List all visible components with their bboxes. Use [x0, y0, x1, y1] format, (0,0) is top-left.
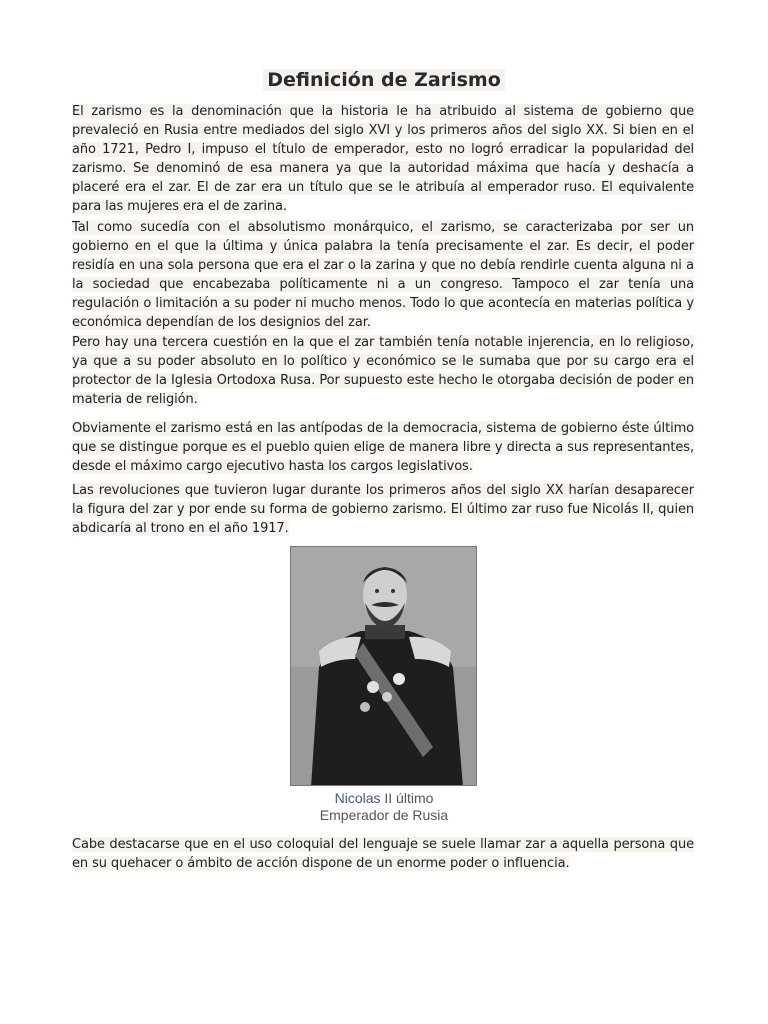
paragraph-text: El zarismo es la denominación que la historia le ha atribuido al sistema de gobierno que prevaleció en Rusia entre mediados del siglo XVI y los primeros años del siglo XX. Si bien en el año 1721, Pedro I, impuso el título de emperador, esto no logró erradicar la popularidad del zarismo. Se denominó de esa manera ya que la autoridad máxima que hacía y deshacía a placeré era el zar. El de zar era un título que se le atribuía al emperador ruso. El equivalente para las mujeres era el de zarina. [72, 104, 694, 214]
paragraph-text: Obviamente el zarismo está en las antípodas de la democracia, sistema de gobierno éste último que se distingue porque es el pueblo quien elige de manera libre y directa a sus representantes, desde el máximo cargo ejecutivo hasta los cargos legislativos. [72, 421, 694, 474]
paragraph-religion [72, 333, 694, 409]
page-title-text: Definición de Zarismo [263, 69, 505, 91]
paragraph-text: Cabe destacarse que en el uso coloquial del lenguaje se suele llamar zar a aquella persona que en su quehacer o ámbito de acción dispone de un enorme poder o influencia. [72, 837, 694, 871]
paragraph-text: Tal como sucedía con el absolutismo monárquico, el zarismo, se caracterizaba por ser un gobierno en el que la última y única palabra la tenía precisamente el zar. Es decir, el poder residía en una sola persona que era el zar o la zarina y que no debía rendirle cuenta alguna ni a la sociedad que encabezaba políticamente ni a un congreso. Tampoco el zar tenía una regulación o limitación a su poder ni mucho menos. Todo lo que acontecía en materias política y económica dependían de los designios del zar. [72, 220, 694, 330]
paragraph-text: Las revoluciones que tuvieron lugar durante los primeros años del siglo XX harían desaparecer la figura del zar y por ende su forma de gobierno zarismo. El último zar ruso fue Nicolás II, quien abdicaría al trono en el año 1917. [72, 483, 694, 536]
nicholas-ii-portrait [290, 546, 477, 786]
paragraph-absolutism [72, 218, 694, 332]
caption-line-2: Emperador de Rusia [319, 807, 449, 823]
caption-line-1-rest: II último [380, 790, 434, 806]
photo-caption [0, 790, 768, 824]
paragraph-colloquial [72, 835, 694, 873]
paragraph-democracy [72, 419, 694, 476]
paragraph-revolutions [72, 481, 694, 538]
page-title [0, 69, 768, 91]
paragraph-intro [72, 102, 694, 216]
paragraph-text: Pero hay una tercera cuestión en la que el zar también tenía notable injerencia, en lo religioso, ya que a su poder absoluto en lo político y económico se le sumaba que por su cargo era el protector de la Iglesia Ortodoxa Rusa. Por supuesto este hecho le otorgaba decisión de poder en materia de religión. [72, 335, 694, 407]
caption-line-1 [0, 790, 768, 807]
nicolas-link[interactable]: Nicolas [334, 790, 381, 806]
